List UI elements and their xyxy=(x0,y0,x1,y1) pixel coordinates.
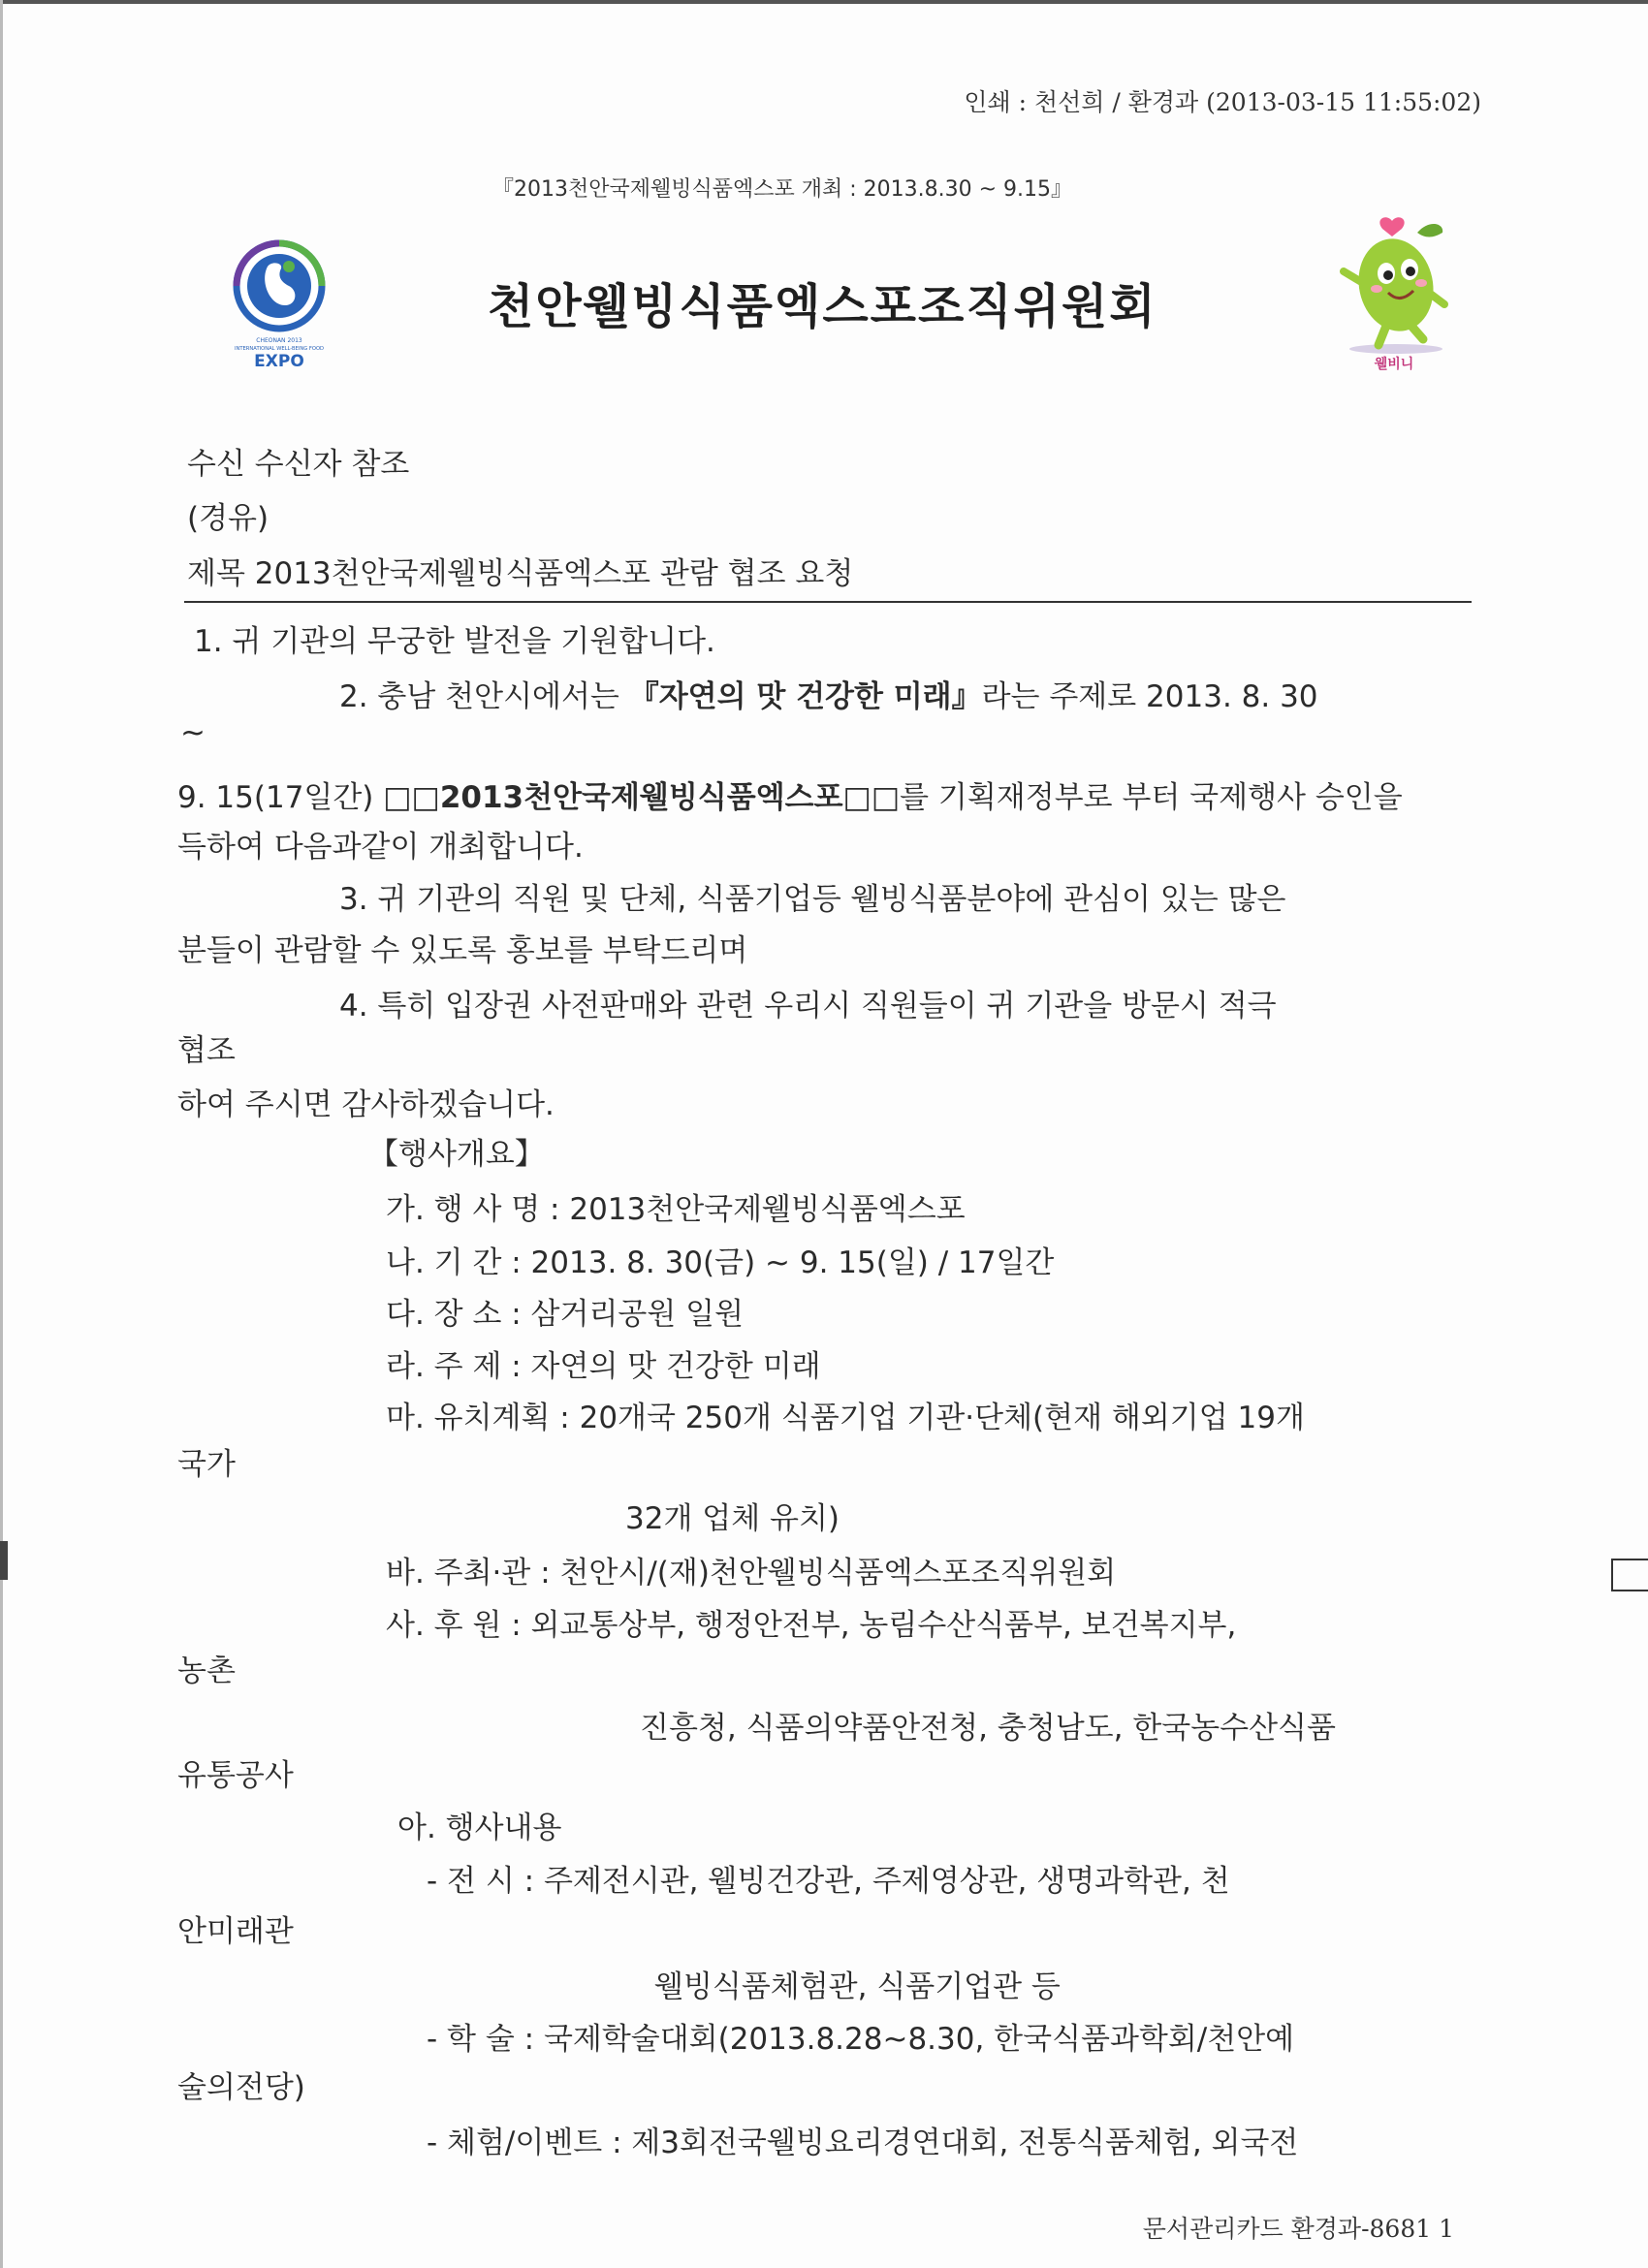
paragraph-2-suffix: 라는 주제로 2013. 8. 30 xyxy=(981,679,1318,714)
paragraph-2-period: 9. 15(17일간) xyxy=(177,780,384,815)
expo-event-name: □□2013천안국제웰빙식품엑스포□□ xyxy=(383,780,901,815)
scan-left-mark xyxy=(0,1541,8,1580)
logo-caption-line2: INTERNATIONAL WELL-BEING FOOD xyxy=(234,346,325,352)
overview-venue: 다. 장 소 : 삼거리공원 일원 xyxy=(386,1297,745,1332)
overview-heading: 【행사개요】 xyxy=(368,1137,545,1172)
overview-content-heading: 아. 행사내용 xyxy=(397,1811,562,1845)
via-line: (경유) xyxy=(187,501,269,536)
overview-academic-line1: - 학 술 : 국제학술대회(2013.8.28~8.30, 한국식품과학회/천안예 xyxy=(427,2022,1295,2057)
paragraph-1: 1. 귀 기관의 무궁한 발전을 기원합니다. xyxy=(194,624,715,659)
subject-line: 제목 2013천안국제웰빙식품엑스포 관람 협조 요청 xyxy=(187,556,854,591)
paragraph-4-line3: 하여 주시면 감사하겠습니다. xyxy=(177,1087,555,1122)
expo-theme: 『자연의 맛 건강한 미래』 xyxy=(628,679,982,714)
scan-left-edge xyxy=(0,0,3,2268)
recipient-line: 수신 수신자 참조 xyxy=(187,447,410,482)
overview-academic-line2: 술의전당) xyxy=(177,2070,305,2105)
overview-plan-line3: 32개 업체 유치) xyxy=(625,1501,840,1536)
organization-title: 천안웰빙식품엑스포조직위원회 xyxy=(488,279,1157,334)
overview-sponsor-line3: 진흥청, 식품의약품안전청, 충청남도, 한국농수산식품 xyxy=(640,1711,1336,1746)
overview-exhibit-line1: - 전 시 : 주제전시관, 웰빙건강관, 주제영상관, 생명과학관, 천 xyxy=(427,1864,1230,1899)
paragraph-2-tilde: ~ xyxy=(180,715,206,750)
overview-exhibit-line2: 안미래관 xyxy=(177,1914,294,1949)
mascot-icon xyxy=(1336,215,1452,370)
expo-logo-icon xyxy=(221,237,337,373)
overview-exhibit-line3: 웰빙식품체험관, 식품기업관 등 xyxy=(654,1969,1061,2004)
overview-sponsor-line2: 농촌 xyxy=(177,1654,236,1688)
overview-event-name: 가. 행 사 명 : 2013천안국제웰빙식품엑스포 xyxy=(386,1192,966,1227)
subject-divider xyxy=(184,601,1472,603)
paragraph-3-line2: 분들이 관람할 수 있도록 홍보를 부탁드리며 xyxy=(177,933,748,968)
overview-period: 나. 기 간 : 2013. 8. 30(금) ~ 9. 15(일) / 17일간 xyxy=(386,1245,1055,1280)
print-info: 인쇄 : 천선희 / 환경과 (2013-03-15 11:55:02) xyxy=(964,88,1481,116)
overview-plan-line1: 마. 유치계획 : 20개국 250개 식품기업 기관·단체(현재 해외기업 19개 xyxy=(386,1401,1305,1435)
logo-brand: EXPO xyxy=(254,352,304,371)
paragraph-2-line2 xyxy=(177,772,1403,816)
overview-plan-line2: 국가 xyxy=(177,1447,236,1482)
document-card-footer: 문서관리카드 환경과-8681 1 xyxy=(1142,2215,1454,2243)
paragraph-2-prefix: 2. 충남 천안시에서는 xyxy=(339,679,629,714)
overview-sponsor-line1: 사. 후 원 : 외교통상부, 행정안전부, 농림수산식품부, 보건복지부, xyxy=(386,1608,1237,1643)
paragraph-2-line3: 득하여 다음과같이 개최합니다. xyxy=(177,830,584,865)
scan-top-edge xyxy=(0,0,1648,4)
expo-caption: 『2013천안국제웰빙식품엑스포 개최 : 2013.8.30 ~ 9.15』 xyxy=(492,177,1073,202)
overview-theme: 라. 주 제 : 자연의 맛 건강한 미래 xyxy=(386,1349,821,1384)
paragraph-2-approval: 를 기획재정부로 부터 국제행사 승인을 xyxy=(900,780,1403,815)
scan-right-mark xyxy=(1611,1559,1648,1591)
overview-sponsor-line4: 유통공사 xyxy=(177,1758,294,1793)
paragraph-4-line2: 협조 xyxy=(177,1033,236,1068)
mascot-name: 웰비니 xyxy=(1374,357,1414,370)
paragraph-2-line1 xyxy=(339,672,1318,715)
overview-host: 바. 주최·관 : 천안시/(재)천안웰빙식품엑스포조직위원회 xyxy=(386,1556,1117,1591)
paragraph-4-line1: 4. 특히 입장권 사전판매와 관련 우리시 직원들이 귀 기관을 방문시 적극 xyxy=(339,989,1277,1024)
overview-events-line1: - 체험/이벤트 : 제3회전국웰빙요리경연대회, 전통식품체험, 외국전 xyxy=(427,2126,1299,2160)
logo-caption-line1: CHEONAN 2013 xyxy=(256,337,302,344)
paragraph-3-line1: 3. 귀 기관의 직원 및 단체, 식품기업등 웰빙식품분야에 관심이 있는 많은 xyxy=(339,882,1286,917)
